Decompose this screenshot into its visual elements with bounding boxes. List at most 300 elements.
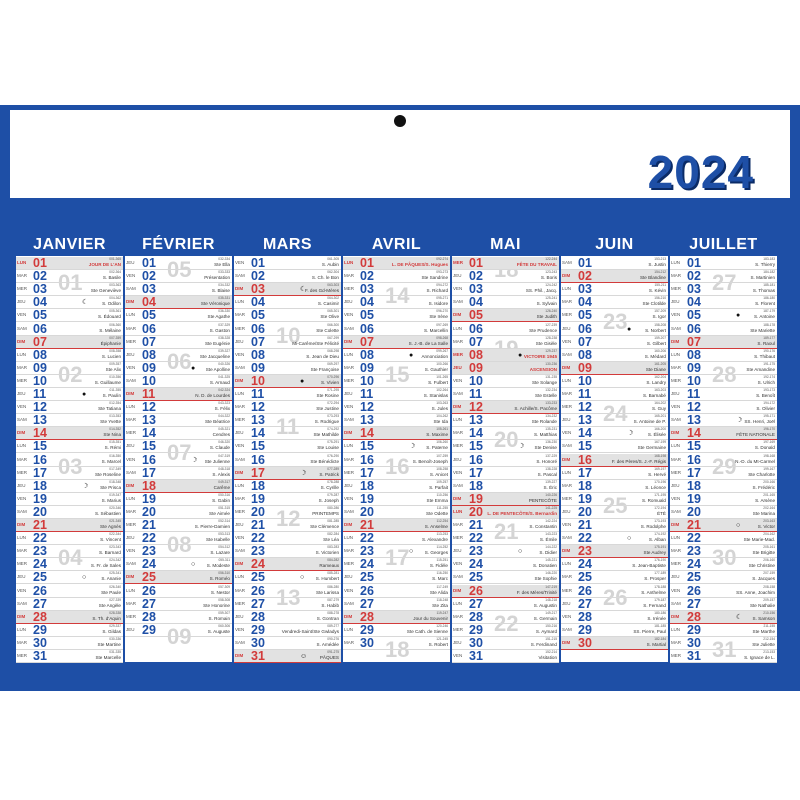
- day-row[interactable]: [125, 519, 232, 532]
- day-of-year: 144-222: [545, 545, 557, 550]
- day-row[interactable]: [234, 480, 341, 493]
- day-row[interactable]: [452, 637, 559, 650]
- day-row[interactable]: [452, 414, 559, 427]
- saint-name: S. Basile: [102, 275, 121, 281]
- day-of-year: 204-162: [763, 532, 775, 537]
- day-of-year: 111-255: [436, 505, 448, 510]
- day-row[interactable]: [452, 323, 559, 336]
- weekday-abbr: SAM: [17, 600, 27, 606]
- day-row[interactable]: [561, 493, 668, 506]
- day-row[interactable]: [452, 571, 559, 584]
- day-number: 06: [251, 321, 265, 336]
- day-row[interactable]: [234, 349, 341, 362]
- day-row[interactable]: [125, 388, 232, 401]
- day-row[interactable]: [561, 506, 668, 519]
- day-row[interactable]: [16, 401, 123, 414]
- weekday-abbr: DIM: [235, 653, 244, 658]
- day-row[interactable]: [125, 611, 232, 624]
- day-row[interactable]: [234, 427, 341, 440]
- day-row[interactable]: [16, 440, 123, 453]
- day-number: 31: [33, 649, 47, 663]
- day-row[interactable]: [452, 388, 559, 401]
- weekday-abbr: LUN: [671, 626, 681, 632]
- day-row[interactable]: [343, 283, 450, 296]
- weekday-abbr: SAM: [671, 508, 681, 514]
- day-row[interactable]: [343, 624, 450, 637]
- day-row[interactable]: [125, 427, 232, 440]
- day-row[interactable]: [343, 257, 450, 270]
- day-row[interactable]: [16, 427, 123, 440]
- day-row[interactable]: [16, 388, 123, 401]
- day-row[interactable]: [561, 401, 668, 414]
- day-row[interactable]: [343, 637, 450, 650]
- day-number: 07: [33, 334, 47, 349]
- weekday-abbr: MAR: [126, 508, 136, 514]
- day-row[interactable]: [670, 493, 777, 506]
- day-row[interactable]: [561, 349, 668, 362]
- moon-phase-icon: ●: [518, 351, 523, 359]
- day-row[interactable]: [561, 454, 668, 467]
- day-row[interactable]: [452, 519, 559, 532]
- day-row[interactable]: [343, 349, 450, 362]
- weekday-abbr: VEN: [453, 561, 463, 567]
- day-number: 27: [578, 596, 592, 611]
- month-header: MAI: [452, 234, 559, 256]
- day-row[interactable]: [125, 558, 232, 571]
- day-row[interactable]: [234, 283, 341, 296]
- week-number: 07: [167, 440, 192, 466]
- day-row[interactable]: [343, 519, 450, 532]
- day-row[interactable]: [452, 336, 559, 349]
- weekday-abbr: DIM: [562, 548, 571, 554]
- day-row[interactable]: [670, 414, 777, 427]
- day-number: 22: [251, 531, 265, 546]
- saint-name: VICTOIRE 1945: [523, 353, 557, 359]
- day-number: 06: [578, 321, 592, 336]
- day-row[interactable]: [670, 637, 777, 650]
- saint-name: Ste Julienne: [204, 458, 230, 464]
- day-row[interactable]: [561, 585, 668, 598]
- day-row[interactable]: [234, 401, 341, 414]
- weekday-abbr: MAR: [453, 338, 463, 344]
- day-row[interactable]: [16, 454, 123, 467]
- weekday-abbr: LUN: [126, 587, 136, 593]
- day-row[interactable]: [452, 283, 559, 296]
- day-row[interactable]: [16, 309, 123, 322]
- day-row[interactable]: [16, 611, 123, 624]
- day-number: 26: [469, 583, 483, 598]
- day-row[interactable]: [125, 440, 232, 453]
- day-row[interactable]: [343, 585, 450, 598]
- day-row[interactable]: [234, 362, 341, 375]
- day-row[interactable]: [561, 283, 668, 296]
- day-row[interactable]: [234, 493, 341, 506]
- day-row[interactable]: [452, 598, 559, 611]
- saint-name: S. Jean-Baptiste: [632, 563, 666, 569]
- day-row[interactable]: [452, 480, 559, 493]
- day-row[interactable]: [125, 545, 232, 558]
- day-number: 04: [33, 295, 47, 310]
- day-row[interactable]: [670, 283, 777, 296]
- day-row[interactable]: [16, 270, 123, 283]
- saint-name: S. Gauthier: [424, 366, 448, 372]
- day-number: 31: [251, 649, 265, 663]
- day-row[interactable]: [16, 480, 123, 493]
- day-row[interactable]: [670, 270, 777, 283]
- weekday-abbr: LUN: [344, 626, 354, 632]
- weekday-abbr: SAM: [453, 391, 463, 396]
- day-row[interactable]: [452, 427, 559, 440]
- day-row[interactable]: [125, 571, 232, 584]
- day-row[interactable]: [125, 283, 232, 296]
- day-row[interactable]: [670, 506, 777, 519]
- day-row[interactable]: [561, 257, 668, 270]
- day-row[interactable]: [670, 440, 777, 453]
- day-row[interactable]: [343, 571, 450, 584]
- day-row[interactable]: [234, 309, 341, 322]
- day-number: 07: [469, 334, 483, 349]
- day-row[interactable]: [125, 362, 232, 375]
- day-row[interactable]: [670, 362, 777, 375]
- day-of-year: 210-156: [763, 610, 775, 615]
- day-row[interactable]: [670, 532, 777, 545]
- day-row[interactable]: [343, 611, 450, 624]
- day-row[interactable]: [343, 493, 450, 506]
- day-row[interactable]: [670, 480, 777, 493]
- day-row[interactable]: [125, 454, 232, 467]
- day-row[interactable]: [670, 336, 777, 349]
- day-row[interactable]: [125, 257, 232, 270]
- day-row[interactable]: [670, 401, 777, 414]
- day-row[interactable]: [343, 362, 450, 375]
- day-row[interactable]: [561, 532, 668, 545]
- day-row[interactable]: [452, 296, 559, 309]
- day-row[interactable]: [670, 427, 777, 440]
- day-row[interactable]: [343, 401, 450, 414]
- saint-name: Ste Larissa: [316, 589, 339, 595]
- day-row[interactable]: [343, 480, 450, 493]
- day-row[interactable]: [452, 611, 559, 624]
- day-row[interactable]: [234, 257, 341, 270]
- day-row[interactable]: [670, 375, 777, 388]
- day-row[interactable]: [670, 467, 777, 480]
- day-row[interactable]: [561, 296, 668, 309]
- day-row[interactable]: [452, 650, 559, 663]
- saint-name: Jour du Souvenir: [413, 615, 448, 621]
- day-row[interactable]: [561, 309, 668, 322]
- day-row[interactable]: [234, 375, 341, 388]
- day-row[interactable]: [343, 598, 450, 611]
- day-row[interactable]: [343, 270, 450, 283]
- day-row[interactable]: [234, 532, 341, 545]
- day-row[interactable]: [125, 296, 232, 309]
- day-row[interactable]: [125, 414, 232, 427]
- day-row[interactable]: [670, 309, 777, 322]
- day-row[interactable]: [452, 270, 559, 283]
- day-row[interactable]: [16, 650, 123, 663]
- day-row[interactable]: [561, 637, 668, 650]
- day-of-year: 025-341: [109, 571, 121, 576]
- day-row[interactable]: [234, 598, 341, 611]
- day-of-year: 028-338: [109, 610, 121, 615]
- weekday-abbr: VEN: [671, 404, 681, 410]
- weekday-abbr: MER: [235, 417, 245, 423]
- day-of-year: 114-252: [436, 545, 448, 550]
- day-row[interactable]: [16, 323, 123, 336]
- day-number: 30: [469, 635, 483, 650]
- day-row[interactable]: [452, 375, 559, 388]
- day-row[interactable]: [343, 454, 450, 467]
- day-row[interactable]: [343, 414, 450, 427]
- day-row[interactable]: [125, 375, 232, 388]
- day-row[interactable]: [125, 493, 232, 506]
- saint-name: S. Raoul: [757, 340, 775, 346]
- day-row[interactable]: [125, 598, 232, 611]
- day-number: 10: [142, 373, 156, 388]
- day-row[interactable]: [343, 506, 450, 519]
- day-row[interactable]: [561, 480, 668, 493]
- day-row[interactable]: [452, 401, 559, 414]
- weekday-abbr: MAR: [453, 613, 463, 619]
- weekday-abbr: JEU: [344, 299, 353, 305]
- day-row[interactable]: [561, 624, 668, 637]
- saint-name: S. Sébastien: [94, 510, 121, 516]
- day-row[interactable]: [452, 362, 559, 375]
- day-row[interactable]: [234, 323, 341, 336]
- day-row[interactable]: [125, 349, 232, 362]
- day-row[interactable]: [125, 624, 232, 637]
- day-of-year: 034-332: [218, 283, 230, 288]
- day-row[interactable]: [234, 585, 341, 598]
- day-row[interactable]: [670, 558, 777, 571]
- saint-name: S. Marius: [101, 497, 121, 503]
- day-row[interactable]: [452, 257, 559, 270]
- day-row[interactable]: [125, 270, 232, 283]
- month-column: [343, 236, 450, 662]
- day-number: 01: [578, 256, 592, 270]
- day-row[interactable]: [234, 388, 341, 401]
- day-row[interactable]: [670, 571, 777, 584]
- day-row[interactable]: [125, 309, 232, 322]
- saint-name: Ste Juliette: [752, 641, 775, 647]
- day-row[interactable]: [16, 493, 123, 506]
- day-row[interactable]: [561, 362, 668, 375]
- day-row[interactable]: [16, 296, 123, 309]
- day-row[interactable]: [343, 532, 450, 545]
- day-row[interactable]: [234, 506, 341, 519]
- day-row[interactable]: [234, 624, 341, 637]
- saint-name: S. Benoît-Joseph: [412, 458, 448, 464]
- day-row[interactable]: [16, 506, 123, 519]
- day-row[interactable]: [452, 454, 559, 467]
- day-row[interactable]: [16, 624, 123, 637]
- day-row[interactable]: [16, 585, 123, 598]
- day-row[interactable]: [670, 650, 777, 663]
- day-row[interactable]: [125, 467, 232, 480]
- moon-phase-icon: ●: [627, 325, 632, 333]
- day-of-year: 082-284: [327, 532, 339, 537]
- day-row[interactable]: [16, 362, 123, 375]
- day-row[interactable]: [452, 545, 559, 558]
- saint-name: S. Jean de Dieu: [306, 353, 339, 359]
- day-row[interactable]: [561, 336, 668, 349]
- month-column: [16, 236, 123, 662]
- day-row[interactable]: [234, 637, 341, 650]
- day-row[interactable]: [125, 401, 232, 414]
- day-row[interactable]: [670, 519, 777, 532]
- day-of-year: 102-264: [436, 388, 448, 392]
- day-row[interactable]: [234, 650, 341, 663]
- day-row[interactable]: [452, 309, 559, 322]
- day-row[interactable]: [234, 440, 341, 453]
- day-row[interactable]: [343, 545, 450, 558]
- day-row[interactable]: [452, 349, 559, 362]
- day-row[interactable]: [561, 388, 668, 401]
- day-row[interactable]: [561, 598, 668, 611]
- weekday-abbr: MER: [235, 508, 245, 514]
- day-row[interactable]: [234, 545, 341, 558]
- day-row[interactable]: [670, 611, 777, 624]
- day-row[interactable]: [452, 467, 559, 480]
- day-row[interactable]: [234, 270, 341, 283]
- moon-phase-icon: ☽: [736, 417, 743, 425]
- day-row[interactable]: [561, 440, 668, 453]
- day-number: 03: [578, 282, 592, 297]
- day-row[interactable]: [670, 624, 777, 637]
- day-row[interactable]: [125, 480, 232, 493]
- day-row[interactable]: [561, 427, 668, 440]
- day-row[interactable]: [343, 336, 450, 349]
- weekday-abbr: MAR: [562, 299, 572, 305]
- day-row[interactable]: [670, 585, 777, 598]
- day-row[interactable]: [561, 270, 668, 283]
- day-row[interactable]: [16, 637, 123, 650]
- day-row[interactable]: [452, 506, 559, 519]
- day-row[interactable]: [16, 414, 123, 427]
- day-row[interactable]: [561, 571, 668, 584]
- day-row[interactable]: [670, 454, 777, 467]
- day-of-year: 160-206: [654, 348, 666, 353]
- weekday-abbr: SAM: [671, 325, 681, 331]
- day-number: 23: [142, 544, 156, 559]
- day-row[interactable]: [670, 598, 777, 611]
- day-row[interactable]: [561, 375, 668, 388]
- day-row[interactable]: [16, 532, 123, 545]
- day-of-year: 138-228: [545, 466, 557, 471]
- day-row[interactable]: [452, 558, 559, 571]
- day-row[interactable]: [234, 558, 341, 571]
- day-row[interactable]: [343, 375, 450, 388]
- day-row[interactable]: [670, 296, 777, 309]
- day-of-year: 051-315: [218, 505, 230, 510]
- day-row[interactable]: [16, 545, 123, 558]
- moon-phase-icon: ☽: [627, 430, 634, 438]
- day-row[interactable]: [234, 296, 341, 309]
- day-number: 25: [33, 570, 47, 585]
- day-row[interactable]: [234, 611, 341, 624]
- day-row[interactable]: [670, 388, 777, 401]
- day-row[interactable]: [16, 467, 123, 480]
- day-row[interactable]: [125, 585, 232, 598]
- weekday-abbr: JEU: [671, 482, 680, 488]
- day-row[interactable]: [670, 323, 777, 336]
- day-of-year: 195-171: [763, 414, 775, 419]
- day-row[interactable]: [670, 349, 777, 362]
- day-row[interactable]: [452, 624, 559, 637]
- day-row[interactable]: [343, 296, 450, 309]
- day-row[interactable]: [234, 519, 341, 532]
- day-row[interactable]: [125, 506, 232, 519]
- day-of-year: 043-323: [218, 401, 230, 406]
- day-number: 20: [142, 504, 156, 519]
- day-of-year: 151-215: [545, 636, 557, 641]
- day-row[interactable]: [343, 440, 450, 453]
- day-row[interactable]: [234, 571, 341, 584]
- day-row[interactable]: [234, 414, 341, 427]
- day-row[interactable]: [16, 257, 123, 270]
- day-row[interactable]: [670, 257, 777, 270]
- day-row[interactable]: [234, 454, 341, 467]
- day-row[interactable]: [452, 493, 559, 506]
- day-number: 12: [360, 400, 374, 415]
- weekday-abbr: MAR: [671, 639, 681, 645]
- day-row[interactable]: [670, 545, 777, 558]
- weekday-abbr: JEU: [126, 260, 135, 265]
- day-row[interactable]: [125, 323, 232, 336]
- day-row[interactable]: [16, 558, 123, 571]
- day-row[interactable]: [561, 414, 668, 427]
- day-row[interactable]: [16, 336, 123, 349]
- day-row[interactable]: [561, 545, 668, 558]
- day-of-year: 036-330: [218, 309, 230, 314]
- day-row[interactable]: [452, 532, 559, 545]
- day-of-year: 080-286: [327, 505, 339, 510]
- day-row[interactable]: [16, 349, 123, 362]
- day-number: 22: [687, 531, 701, 546]
- day-row[interactable]: [234, 336, 341, 349]
- day-row[interactable]: [561, 611, 668, 624]
- day-row[interactable]: [343, 309, 450, 322]
- saint-name: Ste Marcelle: [95, 655, 121, 660]
- saint-name: S. Stanislas: [423, 393, 448, 398]
- moon-phase-icon: ●: [191, 364, 196, 372]
- day-row[interactable]: [125, 336, 232, 349]
- day-row[interactable]: [452, 585, 559, 598]
- day-row[interactable]: [343, 323, 450, 336]
- day-row[interactable]: [561, 323, 668, 336]
- day-row[interactable]: [343, 467, 450, 480]
- day-row[interactable]: [16, 598, 123, 611]
- day-row[interactable]: [343, 558, 450, 571]
- day-row[interactable]: [16, 571, 123, 584]
- day-row[interactable]: [16, 283, 123, 296]
- day-row[interactable]: [16, 375, 123, 388]
- day-row[interactable]: [16, 519, 123, 532]
- day-row[interactable]: [234, 467, 341, 480]
- day-row[interactable]: [125, 532, 232, 545]
- day-row[interactable]: [343, 427, 450, 440]
- weekday-abbr: DIM: [126, 482, 135, 488]
- day-row[interactable]: [561, 558, 668, 571]
- week-number: 12: [276, 505, 301, 531]
- day-row[interactable]: [452, 440, 559, 453]
- day-of-year: 017-349: [109, 466, 121, 471]
- day-row[interactable]: [561, 467, 668, 480]
- day-row[interactable]: [561, 519, 668, 532]
- day-of-year: 194-172: [763, 401, 775, 406]
- day-of-year: 191-175: [763, 361, 775, 366]
- day-row[interactable]: [343, 388, 450, 401]
